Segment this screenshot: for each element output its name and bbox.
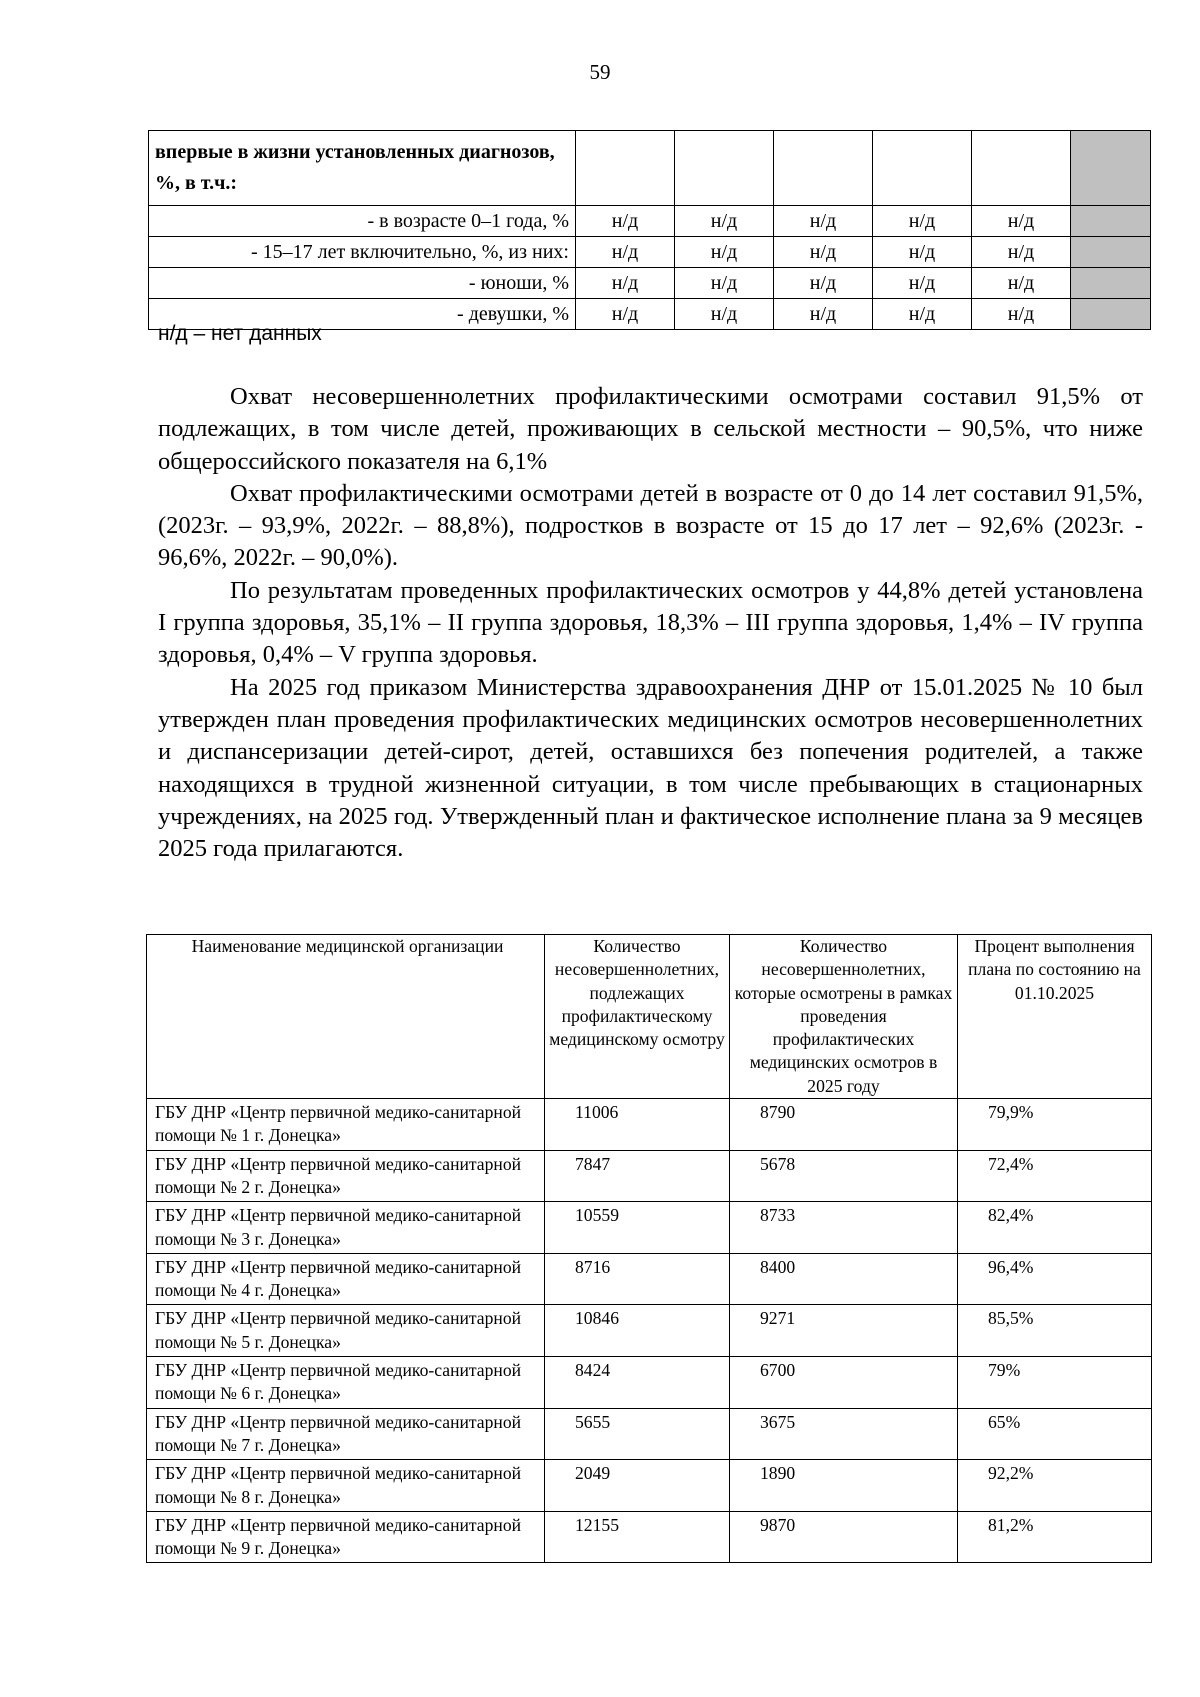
table-cell: н/д: [972, 206, 1071, 237]
subject-count-cell: 2049: [545, 1460, 730, 1512]
subject-count-cell: 8424: [545, 1357, 730, 1409]
subject-count-cell: 7847: [545, 1150, 730, 1202]
column-header-subject: Количество несовершеннолетних, подлежащих профилактическому медицинскому осмотру: [545, 935, 730, 1099]
organization-cell: ГБУ ДНР «Центр первичной медико-санитарной помощи № 8 г. Донецка»: [147, 1460, 545, 1512]
diagnoses-table: [148, 130, 1151, 330]
table-footnote: н/д – нет данных: [158, 322, 322, 345]
percent-cell: 79,9%: [958, 1099, 1152, 1151]
examined-count-cell: 9870: [730, 1511, 958, 1563]
table-cell: н/д: [873, 206, 972, 237]
organization-cell: ГБУ ДНР «Центр первичной медико-санитарной помощи № 1 г. Донецка»: [147, 1099, 545, 1151]
percent-cell: 96,4%: [958, 1253, 1152, 1305]
table-row: [147, 1150, 1152, 1202]
percent-cell: 81,2%: [958, 1511, 1152, 1563]
row-label: - в возрасте 0–1 года, %: [149, 206, 576, 237]
percent-cell: 72,4%: [958, 1150, 1152, 1202]
table-cell: [972, 131, 1071, 206]
examined-count-cell: 6700: [730, 1357, 958, 1409]
row-label: - юноши, %: [149, 268, 576, 299]
body-text: [158, 381, 1143, 865]
table-row: [149, 237, 1151, 268]
table-row: [147, 1253, 1152, 1305]
exam-plan-table: [146, 934, 1152, 1563]
column-header-examined: Количество несовершеннолетних, которые осмотрены в рамках проведения профилактических медицинских осмотров в 2025 году: [730, 935, 958, 1099]
shaded-cell: [1071, 237, 1151, 268]
table-row: [147, 1202, 1152, 1254]
row-label: - 15–17 лет включительно, %, из них:: [149, 237, 576, 268]
percent-cell: 82,4%: [958, 1202, 1152, 1254]
subject-count-cell: 10559: [545, 1202, 730, 1254]
column-header-organization: Наименование медицинской организации: [147, 935, 545, 1099]
table-cell: н/д: [675, 268, 774, 299]
organization-cell: ГБУ ДНР «Центр первичной медико-санитарной помощи № 9 г. Донецка»: [147, 1511, 545, 1563]
organization-cell: ГБУ ДНР «Центр первичной медико-санитарной помощи № 7 г. Донецка»: [147, 1408, 545, 1460]
shaded-cell: [1071, 206, 1151, 237]
table-cell: [675, 131, 774, 206]
table-cell: н/д: [774, 206, 873, 237]
subject-count-cell: 10846: [545, 1305, 730, 1357]
organization-cell: ГБУ ДНР «Центр первичной медико-санитарной помощи № 4 г. Донецка»: [147, 1253, 545, 1305]
percent-cell: 85,5%: [958, 1305, 1152, 1357]
subject-count-cell: 11006: [545, 1099, 730, 1151]
table-cell: н/д: [576, 299, 675, 330]
table-cell: н/д: [675, 299, 774, 330]
table-cell: н/д: [576, 237, 675, 268]
subject-count-cell: 8716: [545, 1253, 730, 1305]
table-cell: н/д: [972, 299, 1071, 330]
table-header-label: впервые в жизни установленных диагнозов, %, в т.ч.:: [149, 131, 576, 206]
table-cell: н/д: [972, 237, 1071, 268]
examined-count-cell: 8400: [730, 1253, 958, 1305]
table-cell: н/д: [576, 206, 675, 237]
examined-count-cell: 8790: [730, 1099, 958, 1151]
table-header-row: [147, 935, 1152, 1099]
table-row: [149, 131, 1151, 206]
examined-count-cell: 3675: [730, 1408, 958, 1460]
subject-count-cell: 5655: [545, 1408, 730, 1460]
examined-count-cell: 9271: [730, 1305, 958, 1357]
table-row: [149, 206, 1151, 237]
table-row: [147, 1357, 1152, 1409]
organization-cell: ГБУ ДНР «Центр первичной медико-санитарной помощи № 6 г. Донецка»: [147, 1357, 545, 1409]
organization-cell: ГБУ ДНР «Центр первичной медико-санитарной помощи № 5 г. Донецка»: [147, 1305, 545, 1357]
page-number: 59: [589, 60, 611, 84]
paragraph: По результатам проведенных профилактических осмотров у 44,8% детей установлена I группа здоровья, 35,1% – II группа здоровья, 18,3% – III группа здоровья, 1,4% – IV группа здоровья, 0,4% – V группа здоровья.: [158, 576, 1143, 669]
examined-count-cell: 8733: [730, 1202, 958, 1254]
table-cell: [774, 131, 873, 206]
table-row: [147, 1460, 1152, 1512]
table-cell: н/д: [972, 268, 1071, 299]
organization-cell: ГБУ ДНР «Центр первичной медико-санитарной помощи № 3 г. Донецка»: [147, 1202, 545, 1254]
table-cell: н/д: [675, 206, 774, 237]
table-row: [147, 1408, 1152, 1460]
paragraph: Охват профилактическими осмотрами детей в возрасте от 0 до 14 лет составил 91,5%, (2023г. – 93,9%, 2022г. – 88,8%), подростков в возрасте от 15 до 17 лет – 92,6% (2023г. - 96,6%, 2022г. – 90,0%).: [158, 479, 1143, 572]
paragraph: На 2025 год приказом Министерства здравоохранения ДНР от 15.01.2025 № 10 был утвержден план проведения профилактических медицинских осмотров несовершеннолетних и диспансеризации детей-сирот, детей, оставшихся без попечения родителей, а также находящихся в трудной жизненной ситуации, в том числе пребывающих в стационарных учреждениях, на 2025 год. Утвержденный план и фактическое исполнение плана за 9 месяцев 2025 года прилагаются.: [158, 673, 1143, 863]
paragraph: Охват несовершеннолетних профилактическими осмотрами составил 91,5% от подлежащих, в том числе детей, проживающих в сельской местности – 90,5%, что ниже общероссийского показателя на 6,1%: [158, 383, 1143, 475]
table-cell: н/д: [774, 237, 873, 268]
table-cell: н/д: [774, 268, 873, 299]
organization-cell: ГБУ ДНР «Центр первичной медико-санитарной помощи № 2 г. Донецка»: [147, 1150, 545, 1202]
examined-count-cell: 1890: [730, 1460, 958, 1512]
row-label: - девушки, %: [149, 299, 576, 330]
percent-cell: 65%: [958, 1408, 1152, 1460]
table-row: [147, 1305, 1152, 1357]
percent-cell: 79%: [958, 1357, 1152, 1409]
table-row: [149, 268, 1151, 299]
table-cell: [576, 131, 675, 206]
table-row: [147, 1099, 1152, 1151]
shaded-cell: [1071, 268, 1151, 299]
examined-count-cell: 5678: [730, 1150, 958, 1202]
subject-count-cell: 12155: [545, 1511, 730, 1563]
table-cell: н/д: [675, 237, 774, 268]
column-header-percent: Процент выполнения плана по состоянию на 01.10.2025: [958, 935, 1152, 1099]
shaded-cell: [1071, 131, 1151, 206]
table-row: [147, 1511, 1152, 1563]
table-cell: н/д: [873, 268, 972, 299]
table-cell: н/д: [576, 268, 675, 299]
table-cell: н/д: [873, 237, 972, 268]
percent-cell: 92,2%: [958, 1460, 1152, 1512]
shaded-cell: [1071, 299, 1151, 330]
table-cell: н/д: [873, 299, 972, 330]
table-cell: [873, 131, 972, 206]
table-cell: н/д: [774, 299, 873, 330]
